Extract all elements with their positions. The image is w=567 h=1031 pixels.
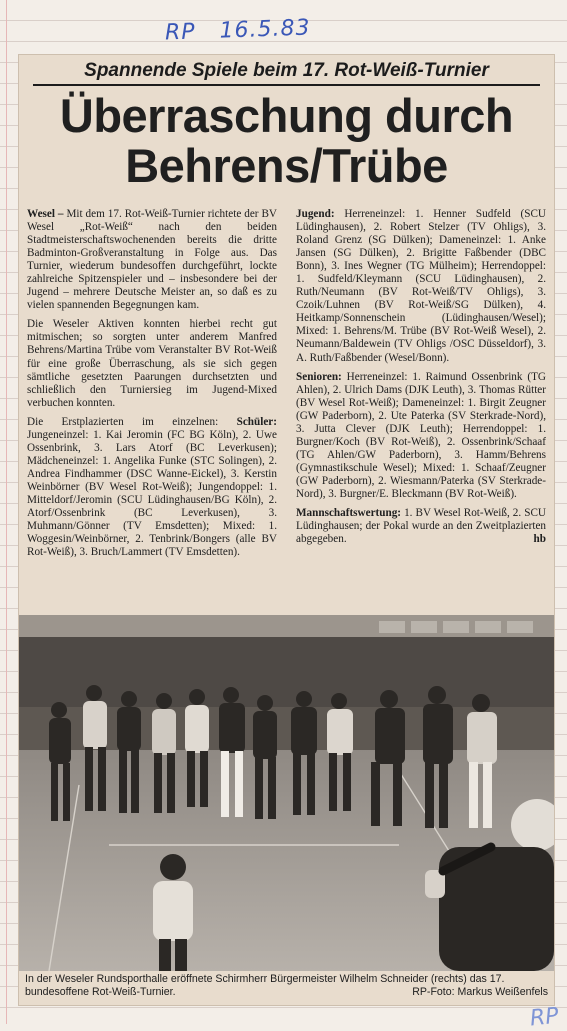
paragraph bbox=[27, 208, 277, 312]
paragraph-text: 1. BV Wesel Rot-Weiß, 2. SCU Lüdinghausen; der Pokal wurde an den Zweitplazierten abgegeben. bbox=[296, 507, 546, 546]
section-label: Mannschaftswertung: bbox=[296, 507, 402, 520]
paragraph-text: Jungeneinzel: 1. Kai Jeromin (FC BG Köln), 2. Uwe Ossenbrink, 3. Lars Atorf (BC Leverkusen); Mädcheneinzel: 1. Angelika Funke (STC Solingen), 2. Andrea Findhammer (DSC Wanne-Eickel), 3. Kerstin Weinbörner (BV Wesel Rot-Weiß); Jungendoppel: 1. Mitteldorf/Jeromin (SCU Lüdinghausen/BG Köln), 2. Atorf/Ossenbrink (BC Leverkusen), 3. Muhmann/Gönner (TV Emsdetten); Mixed: 1. Woggesin/Weinbörner, 2. Tenbrink/Bongers (alle BV Rot-Weiß), 3. Bruch/Lammert (TV Emsdetten). bbox=[27, 428, 277, 559]
article-photo bbox=[19, 615, 554, 971]
paragraph bbox=[27, 318, 277, 409]
margin-line bbox=[6, 0, 7, 1024]
photo-credit: RP-Foto: Markus Weißenfels bbox=[412, 986, 548, 998]
author-initials: hb bbox=[533, 533, 546, 546]
paragraph-text: Herreneinzel: 1. Raimund Ossenbrink (TG Ahlen), 2. Ulrich Dams (DJK Leuth), 3. Thomas Rütter (BV Wesel Rot-Weiß); Dameneinzel: 1. Birgit Zeugner (GW Paderborn), 2. Ute Paterka (SV Sterkrade-Nord), 3. Jutta Clever (DJK Leuth); Herrendoppel: 1. Burgner/Koch (BV Rot-Weiß), 2. Ossenbrink/Schaaf (TG Ahlen/GW Paderborn), 3. Hamm/Behrens (Gymnastikschule Wesel); Mixed: 1. Schaaf/Zeugner (GW Paderborn), 2. Wiesmann/Paterka (SV Sterkrade-Nord), 3. Burgner/E. Bleckmann (BV Rot-Weiß). bbox=[296, 370, 546, 500]
left-column bbox=[27, 208, 277, 565]
handwritten-date: 16.5.83 bbox=[219, 15, 311, 44]
section-label: Schüler: bbox=[236, 415, 277, 428]
gym-scene-photo bbox=[19, 615, 554, 971]
paragraph bbox=[296, 507, 546, 546]
paragraph bbox=[296, 208, 546, 365]
paragraph bbox=[27, 416, 277, 560]
paragraph bbox=[296, 371, 546, 501]
corner-mark: RP bbox=[529, 1003, 561, 1031]
dateline: Wesel – bbox=[27, 208, 67, 220]
paragraph-text: Die Weseler Aktiven konnten hierbei recht gut mitmischen; so sorgten unter anderem Manfred Behrens/Martina Trübe vom Veranstalter BV Rot-Weiß für eine große Überraschung, als sie sich gegen sämtliche gesetzten Paarungen durchsetzten und schließlich den Turniersieg im Jugend-Mixed verbuchen konnten. bbox=[27, 318, 277, 409]
photo-caption bbox=[25, 973, 548, 999]
article-headline bbox=[25, 91, 548, 191]
paragraph-text: Herreneinzel: 1. Henner Sudfeld (SCU Lüdinghausen), 2. Robert Stelzer (TV Ohligs), 3. Roland Grenz (SG Dülken); Dameneinzel: 1. Anke Jansen (SG Dülken), 2. Brigitte Faßbender (DBC Bonn), 3. Ines Wegner (TG Mülheim); Herrendoppel: 1. Sudfeld/Kleymann (SCU Lüdinghausen), 2. Ruth/Neumann (BV Rot-Weiß/TV Ohligs), 3. Czoik/Luhnen (BV Rot-Weiß/SG Dülken), 4. Heitkamp/Sonnenschein (Lüdinghausen/Wesel); Mixed: 1. Behrens/M. Trübe (BV Rot-Weiß Wesel), 2. Neumann/Baldewein (TV Ohligs /OSC Düsseldorf), 3. A. Ruth/Faßbender (Wesel/Bonn). bbox=[296, 208, 546, 364]
paragraph-text: Die Erstplazierten im einzelnen: bbox=[27, 415, 237, 428]
paragraph-text: Mit dem 17. Rot-Weiß-Turnier richtete der BV Wesel „Rot-Weiß“ nach den beiden Stadtmeisterschaftswochenenden bereits die dritte Badminton-Großveranstaltung in Folge aus. Das Turnier, wiederum bundesoffen durchgeführt, lockte zahlreiche Spitzenspieler und – insbesondere bei der Jugend – mehrere Deutsche Meister an, so daß es zu vielen spannenden Begegnungen kam. bbox=[27, 208, 277, 312]
section-label: Senioren: bbox=[296, 370, 342, 383]
right-column bbox=[296, 208, 546, 552]
newspaper-clipping bbox=[19, 55, 554, 1005]
handwritten-note bbox=[165, 15, 311, 45]
article-body bbox=[27, 208, 546, 660]
caption-text: In der Weseler Rundsporthalle eröffnete Schirmherr Bürgermeister Wilhelm Schneider (rechts) das 17. bundesoffene Rot-Weiß-Turnier. bbox=[25, 973, 505, 998]
headline-line-2: Behrens/Trübe bbox=[125, 139, 448, 192]
headline-line-1: Überraschung durch bbox=[59, 89, 514, 142]
article-kicker: Spannende Spiele beim 17. Rot-Weiß-Turnier bbox=[33, 60, 540, 86]
section-label: Jugend: bbox=[296, 208, 335, 220]
handwritten-source: RP bbox=[164, 19, 197, 46]
